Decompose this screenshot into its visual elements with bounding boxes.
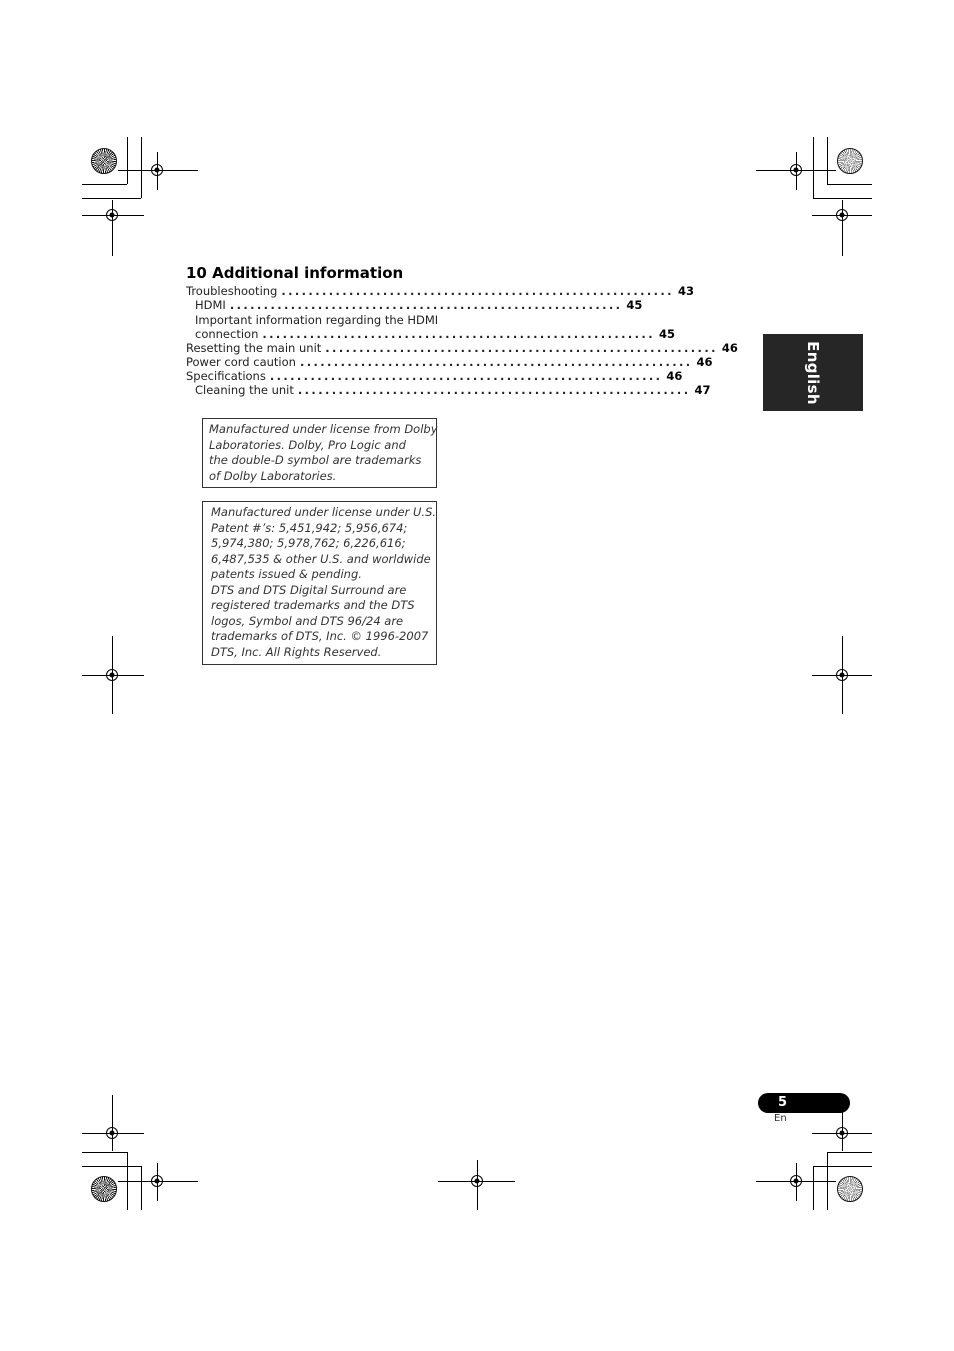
language-tab [763,334,863,411]
dolby-license-notice [202,418,437,488]
registration-mark-icon [836,1127,848,1139]
page-number-badge [758,1093,850,1113]
toc-item-page: 46 [666,369,683,383]
toc-item-power-cord[interactable] [186,355,713,369]
toc-item-page: 43 [677,284,694,298]
toc-item-cleaning[interactable] [186,383,711,397]
notice-line: Manufactured under license under U.S. [211,505,437,519]
toc-item-label: Specifications [186,369,266,383]
toc-item-troubleshooting[interactable] [186,284,694,298]
registration-mark-icon [106,209,118,221]
toc-item-page: 46 [721,341,738,355]
toc-item-hdmi-connection[interactable] [186,327,675,341]
notice-line: patents issued & pending. [211,567,362,581]
notice-line: registered trademarks and the DTS [211,598,415,612]
color-wheel-icon [91,1176,117,1202]
toc-item-label: Cleaning the unit [195,383,294,397]
toc-item-page: 46 [696,355,713,369]
toc-item-page: 47 [694,383,711,397]
toc-leader-dots: .......................................................... [297,383,691,397]
crop-line [82,198,141,199]
registration-mark-icon [106,1127,118,1139]
crop-line [82,184,127,185]
registration-mark-icon [151,1175,163,1187]
crop-line [82,1152,127,1153]
crop-line [141,1166,142,1210]
color-wheel-icon [837,148,863,174]
notice-line: trademarks of DTS, Inc. © 1996-2007 [211,629,429,643]
notice-line: logos, Symbol and DTS 96/24 are [211,613,404,628]
page-number: 5 [778,1095,788,1110]
notice-line: Manufactured under license from Dolby [209,422,438,436]
registration-mark-icon [106,669,118,681]
page-language-code: En [774,1113,787,1124]
section-title: 10 Additional information [186,264,404,282]
notice-line: 5,974,380; 5,978,762; 6,226,616; [211,536,406,550]
toc-item-label: connection [195,327,259,341]
toc-item-label: Resetting the main unit [186,341,322,355]
toc-leader-dots: .......................................................... [269,369,663,383]
crop-line [827,137,828,184]
notice-line: of Dolby Laboratories. [209,468,337,483]
table-of-contents [186,284,738,397]
crop-line [813,198,872,199]
toc-leader-dots: .......................................................... [281,284,674,298]
registration-mark-icon [790,1175,802,1187]
toc-item-label-line1: Important information regarding the HDMI [195,313,439,327]
toc-leader-dots: .......................................................... [229,298,623,312]
notice-line: Patent #’s: 5,451,942; 5,956,674; [211,520,408,535]
notice-line: DTS and DTS Digital Surround are [211,582,407,597]
registration-mark-icon [151,164,163,176]
crop-line [112,1095,113,1151]
toc-item-resetting[interactable] [186,341,738,355]
crop-line [827,184,872,185]
toc-item-page: 45 [658,327,675,341]
notice-line: 6,487,535 & other U.S. and worldwide [211,551,431,566]
toc-item-specifications[interactable] [186,369,683,383]
registration-mark-icon [836,209,848,221]
toc-leader-dots: .......................................................... [262,327,655,341]
registration-mark-icon [836,669,848,681]
crop-line [813,1166,872,1167]
crop-line [813,137,814,198]
toc-item-hdmi[interactable] [186,298,643,312]
crop-line [141,137,142,198]
toc-item-label: Troubleshooting [186,284,278,298]
color-wheel-icon [91,148,117,174]
language-tab-label: English [804,340,822,405]
color-wheel-icon [837,1176,863,1202]
toc-leader-dots: .......................................................... [299,355,693,369]
crop-line [82,1166,141,1167]
toc-item-label: HDMI [195,298,226,312]
toc-item-label: Power cord caution [186,355,296,369]
toc-item-page: 45 [626,298,643,312]
toc-leader-dots: .......................................................... [325,341,718,355]
crop-line [127,137,128,184]
crop-line [827,1152,872,1153]
notice-line: the double-D symbol are trademarks [209,453,422,467]
dts-license-notice [202,501,437,665]
notice-line: Laboratories. Dolby, Pro Logic and [209,437,406,452]
registration-mark-icon [790,164,802,176]
crop-line [813,1166,814,1210]
notice-line: DTS, Inc. All Rights Reserved. [211,644,382,659]
registration-mark-icon [471,1175,483,1187]
